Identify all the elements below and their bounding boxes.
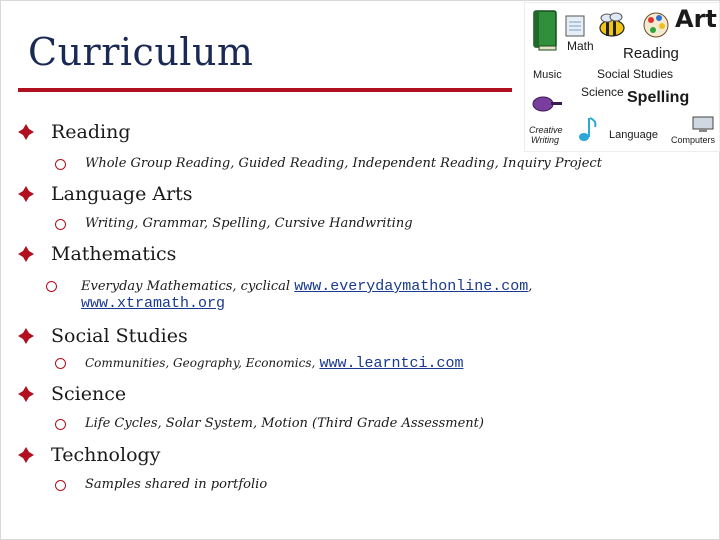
section-item — [55, 477, 267, 492]
section-heading-label: Language Arts — [51, 183, 193, 205]
circle-bullet-icon — [55, 358, 66, 369]
circle-bullet-icon — [55, 159, 66, 170]
clipart-art: Art — [675, 5, 717, 33]
learntci-link[interactable]: www.learntci.com — [319, 355, 464, 372]
diamond-bullet-icon — [17, 446, 35, 464]
slide-title: Curriculum — [28, 30, 254, 74]
section-item — [46, 278, 532, 312]
section-item — [55, 156, 602, 171]
diamond-bullet-icon — [17, 327, 35, 345]
diamond-bullet-icon — [17, 385, 35, 403]
clipart-social-studies: Social Studies — [597, 67, 674, 81]
section-item-text: Everyday Mathematics, cyclical — [81, 279, 291, 294]
section-heading-label: Technology — [51, 444, 161, 466]
section-heading-social-studies — [17, 325, 188, 347]
diamond-bullet-icon — [17, 245, 35, 263]
clipart-language: Language — [609, 129, 658, 141]
clipart-creative: Creative — [529, 125, 563, 135]
section-item — [55, 216, 413, 231]
section-item-text: Life Cycles, Solar System, Motion (Third Grade Assessment) — [85, 416, 484, 431]
section-heading-label: Mathematics — [51, 243, 177, 265]
clipart-music: Music — [533, 69, 562, 81]
circle-bullet-icon — [55, 219, 66, 230]
section-item — [55, 355, 463, 372]
circle-bullet-icon — [55, 480, 66, 491]
clipart-reading: Reading — [623, 45, 679, 62]
circle-bullet-icon — [55, 419, 66, 430]
clipart-math: Math — [567, 39, 594, 53]
section-item-text: Communities, Geography, Economics, — [85, 356, 316, 370]
section-heading-science — [17, 383, 126, 405]
clipart-computers: Computers — [671, 135, 716, 145]
section-item-text: Writing, Grammar, Spelling, Cursive Handwriting — [85, 216, 413, 231]
section-heading-label: Social Studies — [51, 325, 188, 347]
section-item-text: Whole Group Reading, Guided Reading, Independent Reading, Inquiry Project — [85, 156, 602, 171]
section-item — [55, 416, 484, 431]
clipart-writing: Writing — [531, 135, 560, 145]
section-heading-technology — [17, 444, 160, 466]
section-heading-mathematics — [17, 243, 176, 265]
everydaymath-link[interactable]: www.everydaymathonline.com — [294, 278, 529, 295]
section-item-text: Samples shared in portfolio — [85, 477, 268, 492]
section-heading-label: Science — [51, 383, 127, 405]
clipart-science: Science — [581, 85, 624, 99]
diamond-bullet-icon — [17, 123, 35, 141]
section-heading-language-arts — [17, 183, 193, 205]
link-separator: , — [528, 279, 533, 294]
clipart-spelling: Spelling — [627, 89, 690, 106]
section-heading-label: Reading — [51, 121, 131, 143]
circle-bullet-icon — [46, 281, 57, 292]
xtramath-link[interactable]: www.xtramath.org — [81, 295, 226, 312]
section-heading-reading — [17, 121, 131, 143]
diamond-bullet-icon — [17, 185, 35, 203]
